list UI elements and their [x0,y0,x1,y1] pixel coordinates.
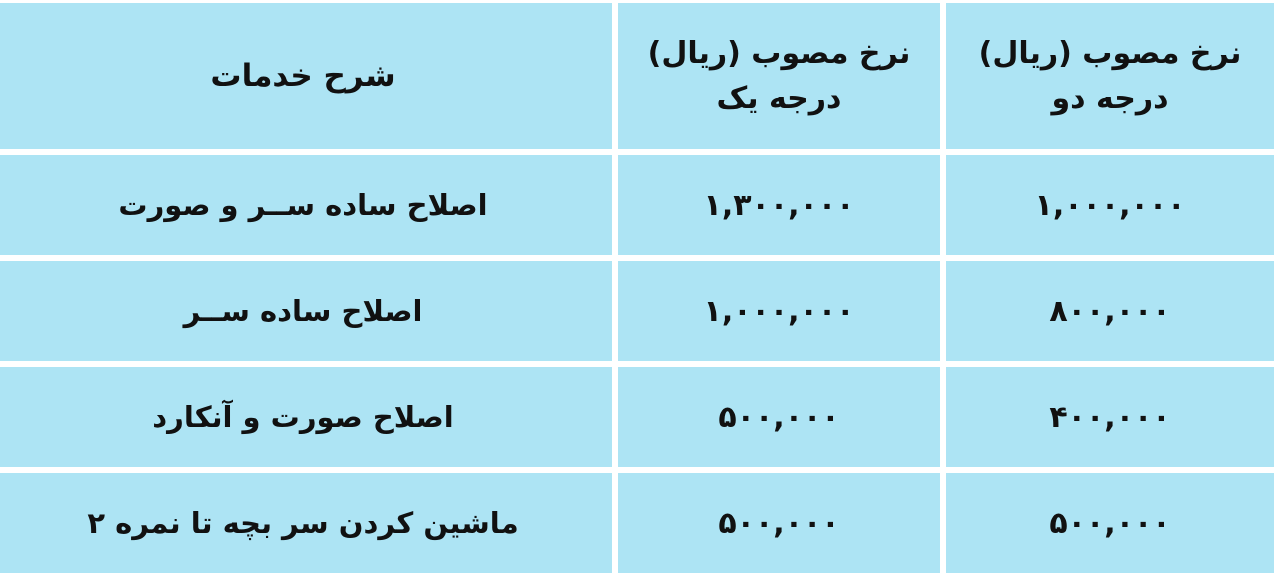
grade-two-price: ۱,۰۰۰,۰۰۰ [946,155,1274,255]
grade-two-price: ۸۰۰,۰۰۰ [946,261,1274,361]
table-row [0,473,1274,573]
header-row [0,3,1274,149]
grade-one-header-line2: درجه یک [716,81,842,116]
column-header-services: شرح خدمات [0,3,612,149]
table-header [0,3,1274,149]
table-row [0,261,1274,361]
grade-one-price: ۵۰۰,۰۰۰ [618,367,940,467]
grade-two-price: ۴۰۰,۰۰۰ [946,367,1274,467]
service-description: اصلاح صورت و آنکارد [0,367,612,467]
table-row [0,155,1274,255]
service-description: ماشین کردن سر بچه تا نمره ۲ [0,473,612,573]
column-header-grade-one [618,3,940,149]
table-body [0,155,1274,573]
grade-two-price: ۵۰۰,۰۰۰ [946,473,1274,573]
grade-one-header-line1: نرخ مصوب (ریال) [647,36,911,71]
table-row [0,367,1274,467]
grade-one-price: ۱,۰۰۰,۰۰۰ [618,261,940,361]
grade-one-price: ۱,۳۰۰,۰۰۰ [618,155,940,255]
column-header-grade-two [946,3,1274,149]
grade-one-price: ۵۰۰,۰۰۰ [618,473,940,573]
grade-two-header-line2: درجه دو [1051,81,1169,116]
grade-two-header-line1: نرخ مصوب (ریال) [978,36,1242,71]
service-description: اصلاح ساده ســر و صورت [0,155,612,255]
service-description: اصلاح ساده ســر [0,261,612,361]
